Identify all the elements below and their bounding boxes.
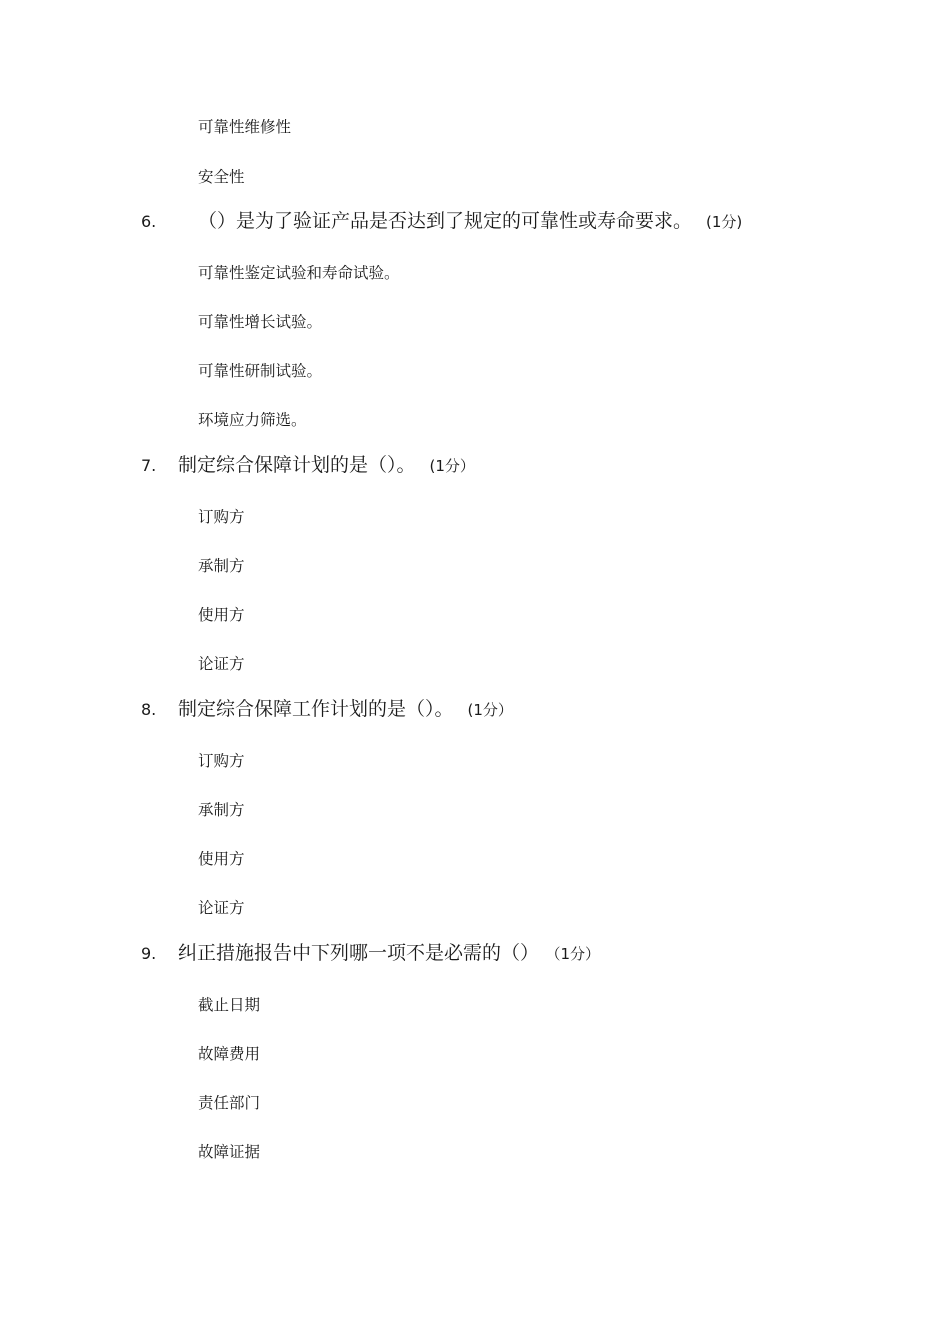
- question-9-score: （1分）: [553, 945, 601, 963]
- question-6-number: 6.: [141, 212, 157, 231]
- question-6-score: (1分): [706, 213, 743, 231]
- question-7-option-1: 订购方: [198, 508, 245, 526]
- question-8-text: [178, 697, 513, 722]
- question-9-option-1: 截止日期: [198, 996, 261, 1014]
- question-9-option-4: 故障证据: [198, 1143, 261, 1161]
- question-9-stem: 纠正措施报告中下列哪一项不是必需的（）: [178, 942, 540, 964]
- question-8-score: (1分）: [467, 701, 513, 719]
- question-7-score: (1分）: [429, 457, 475, 475]
- question-7-stem: 制定综合保障计划的是（）。: [178, 454, 416, 476]
- question-7-option-4: 论证方: [198, 655, 245, 673]
- question-8-option-2: 承制方: [198, 801, 245, 819]
- question-6-option-3: 可靠性研制试验。: [198, 362, 323, 380]
- question-7-number: 7.: [141, 456, 157, 475]
- question-6-option-1: 可靠性鉴定试验和寿命试验。: [198, 264, 400, 282]
- question-6-text: [198, 209, 742, 234]
- question-8-stem: 制定综合保障工作计划的是（）。: [178, 698, 454, 720]
- question-6-stem: （）是为了验证产品是否达到了规定的可靠性或寿命要求。: [198, 210, 693, 232]
- question-9-text: [178, 941, 600, 966]
- question-8-number: 8.: [141, 700, 157, 719]
- question-9-option-2: 故障费用: [198, 1045, 261, 1063]
- question-8-option-1: 订购方: [198, 752, 245, 770]
- question-6-option-4: 环境应力筛选。: [198, 411, 307, 429]
- question-8-option-4: 论证方: [198, 899, 245, 917]
- prev-option-2: 安全性: [198, 168, 245, 186]
- prev-option-1: 可靠性维修性: [198, 118, 292, 136]
- question-6-option-2: 可靠性增长试验。: [198, 313, 323, 331]
- question-7-option-3: 使用方: [198, 606, 245, 624]
- question-7-text: [178, 453, 475, 478]
- question-9-number: 9.: [141, 944, 157, 963]
- question-9-option-3: 责任部门: [198, 1094, 261, 1112]
- question-8-option-3: 使用方: [198, 850, 245, 868]
- question-7-option-2: 承制方: [198, 557, 245, 575]
